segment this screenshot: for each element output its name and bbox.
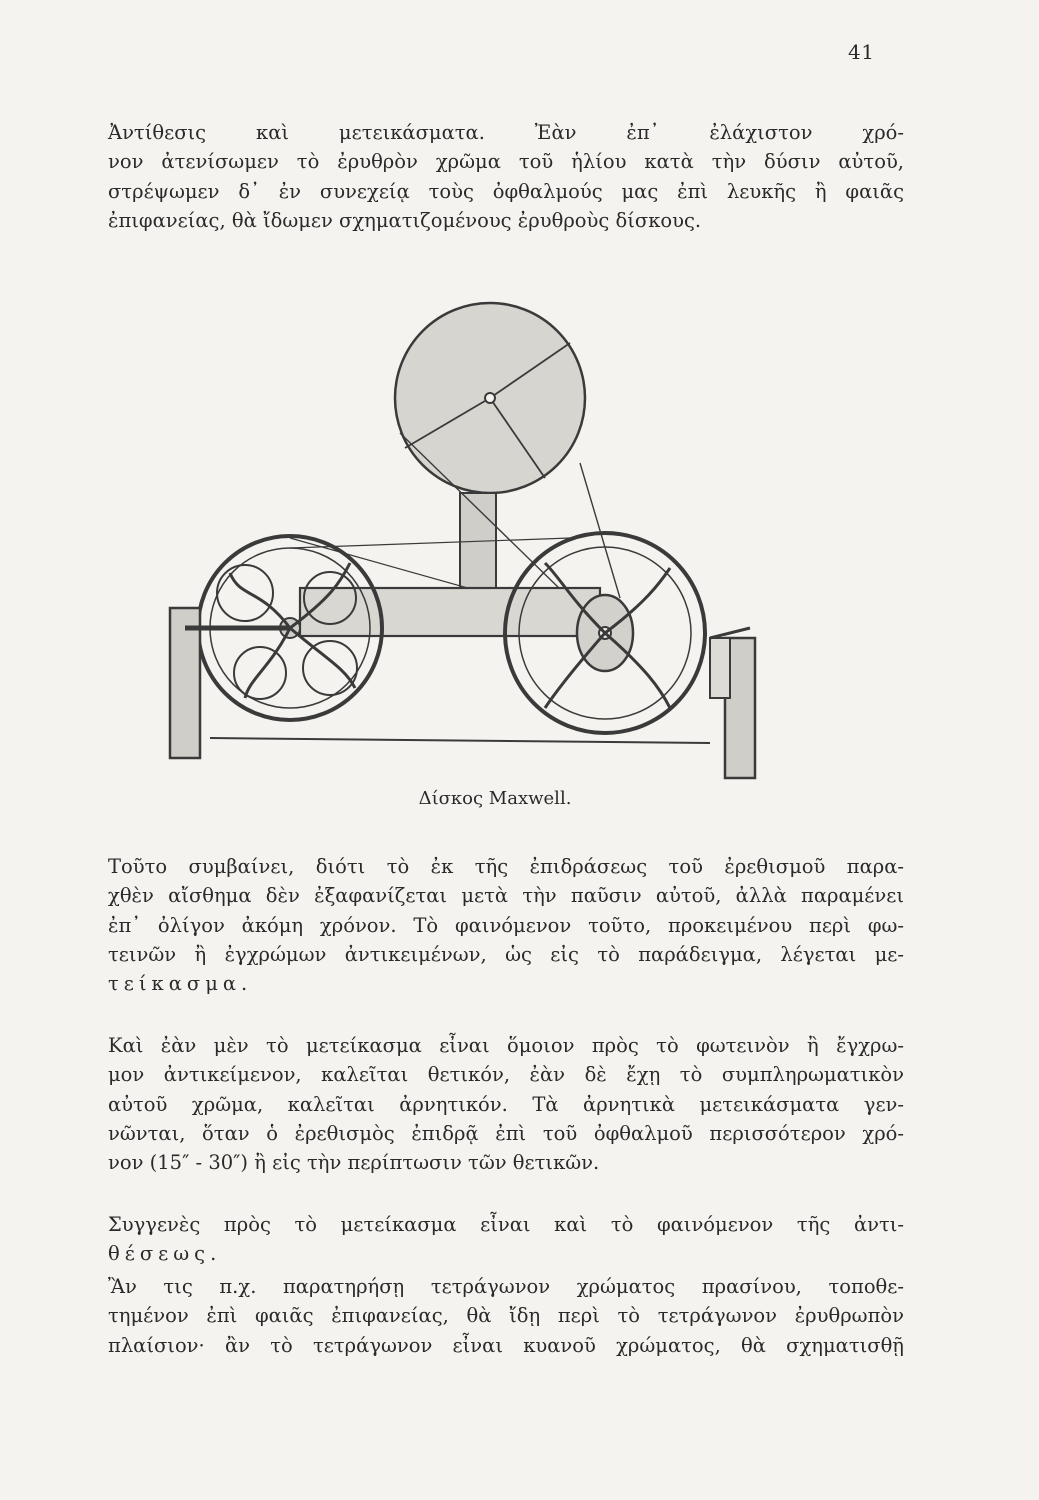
page-number: 41: [848, 40, 875, 64]
maxwell-disc-figure: [150, 298, 770, 788]
text-line: Ἀντίθεσις καὶ μετεικάσματα. Ἐὰν ἐπ᾽ ἐλάχιστον χρό-: [108, 121, 904, 144]
paragraph-antithesis-relation: [108, 1210, 904, 1269]
text-line: μον ἀντικείμενον, καλεῖται θετικόν, ἐὰν δὲ ἔχῃ τὸ συμπληρωματικὸν: [108, 1063, 904, 1087]
text-line: νῶνται, ὅταν ὁ ἐρεθισμὸς ἐπιδρᾷ ἐπὶ τοῦ ὀφθαλμοῦ περισσότερον χρό-: [108, 1121, 904, 1145]
paragraph-afterimage-explanation: [108, 852, 904, 998]
paragraph-example: [108, 1272, 904, 1360]
text-line: ἐπ᾽ ὀλίγον ἀκόμη χρόνον. Τὸ φαινόμενον τοῦτο, προκειμένου περὶ φω-: [108, 913, 904, 937]
text-line: αὐτοῦ χρῶμα, καλεῖται ἀρνητικόν. Τὰ ἀρνητικὰ μετεικάσματα γεν-: [108, 1092, 904, 1116]
maxwell-disc-illustration: [150, 298, 770, 788]
text-line: νον (15″ - 30″) ἢ εἰς τὴν περίπτωσιν τῶν θετικῶν.: [108, 1151, 600, 1175]
text-line: τεινῶν ἢ ἐγχρώμων ἀντικειμένων, ὡς εἰς τὸ παράδειγμα, λέγεται με-: [108, 942, 904, 966]
paragraph-antithesis-intro: [108, 118, 904, 235]
text-line: τείκασμα.: [108, 972, 253, 996]
text-line: Τοῦτο συμβαίνει, διότι τὸ ἐκ τῆς ἐπιδράσεως τοῦ ἐρεθισμοῦ παρα-: [108, 855, 904, 878]
text-line: ἐπιφανείας, θὰ ἴδωμεν σχηματιζομένους ἐρυθροὺς δίσκους.: [108, 208, 702, 232]
text-line: χθὲν αἴσθημα δὲν ἐξαφανίζεται μετὰ τὴν παῦσιν αὐτοῦ, ἀλλὰ παραμένει: [108, 884, 904, 908]
text-line: νον ἀτενίσωμεν τὸ ἐρυθρὸν χρῶμα τοῦ ἡλίου κατὰ τὴν δύσιν αὐτοῦ,: [108, 150, 904, 174]
figure-caption: Δίσκος Maxwell.: [418, 788, 572, 809]
text-line: Καὶ ἐὰν μὲν τὸ μετείκασμα εἶναι ὅμοιον πρὸς τὸ φωτεινὸν ἢ ἔγχρω-: [108, 1034, 904, 1057]
text-line: πλαίσιον· ἂν τὸ τετράγωνον εἶναι κυανοῦ χρώματος, θὰ σχηματισθῇ: [108, 1333, 904, 1357]
text-line: Ἂν τις π.χ. παρατηρήσῃ τετράγωνον χρώματος πρασίνου, τοποθε-: [108, 1275, 904, 1298]
paragraph-positive-negative: [108, 1031, 904, 1177]
text-line: θέσεως.: [108, 1242, 222, 1266]
text-line: στρέψωμεν δ᾽ ἐν συνεχείᾳ τοὺς ὀφθαλμούς μας ἐπὶ λευκῆς ἢ φαιᾶς: [108, 179, 904, 203]
text-line: τημένον ἐπὶ φαιᾶς ἐπιφανείας, θὰ ἴδῃ περὶ τὸ τετράγωνον ἐρυθρωπὸν: [108, 1304, 904, 1328]
text-line: Συγγενὲς πρὸς τὸ μετείκασμα εἶναι καὶ τὸ φαινόμενον τῆς ἀντι-: [108, 1213, 904, 1236]
